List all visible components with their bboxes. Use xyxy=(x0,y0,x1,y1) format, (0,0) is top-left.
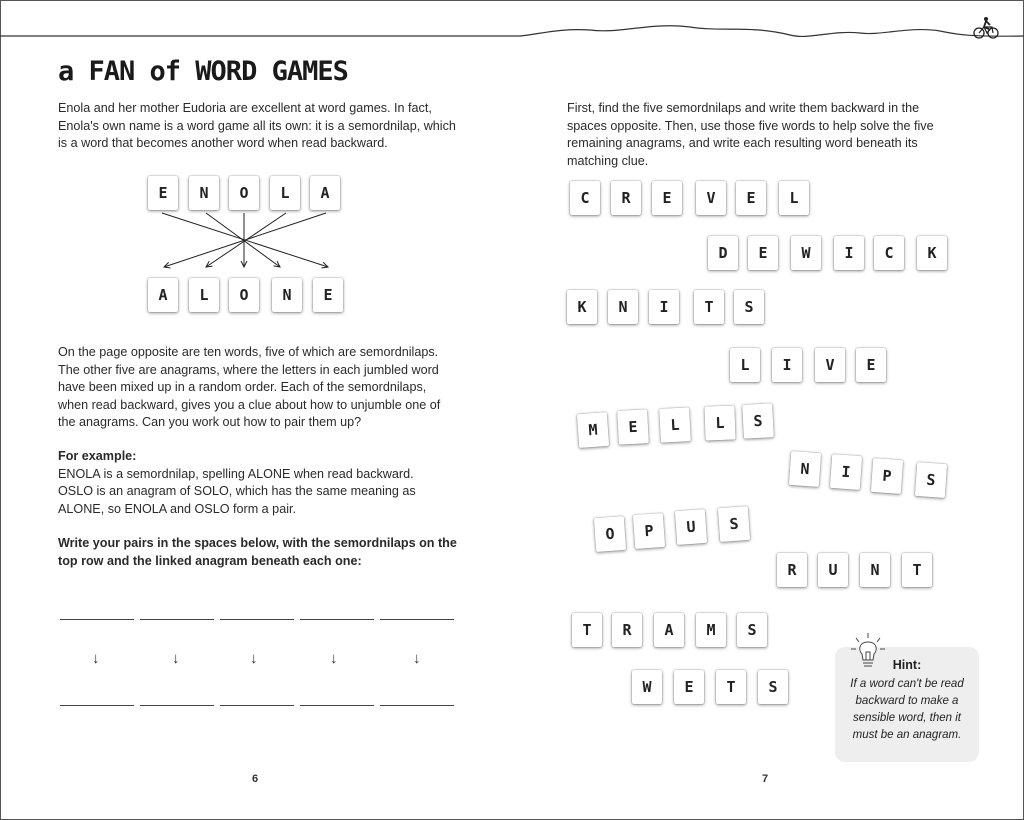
letter-tile: E xyxy=(736,181,766,215)
torn-edge-line xyxy=(0,0,1024,60)
letter-tile: C xyxy=(570,181,600,215)
letter-tile: R xyxy=(611,181,641,215)
letter-tile: O xyxy=(594,516,626,552)
letter-tile: W xyxy=(632,670,662,704)
down-arrow-icon: ↓ xyxy=(92,650,100,667)
letter-tile: V xyxy=(696,181,726,215)
letter-tile: E xyxy=(674,670,704,704)
letter-tile: S xyxy=(742,403,774,439)
intro-paragraph: Enola and her mother Eudoria are excellent at word games. In fact, Enola's own name is a word game all its own: it is a semordnilap, which is a word that becomes another word when read backward. xyxy=(58,101,456,150)
page-number-right: 7 xyxy=(762,773,769,785)
explanation-paragraph: On the page opposite are ten words, five of which are semordnilaps. The other five are anagrams, where the letters in each jumbled word have been mixed up in a random order. Each of the semordnilaps, when read backward, gives you a clue about how to unjumble one of the anagrams. Can you work out how to pair them up? xyxy=(58,345,441,429)
down-arrow-icon: ↓ xyxy=(413,650,421,667)
letter-tile: C xyxy=(874,236,904,270)
letter-tile: D xyxy=(708,236,738,270)
example-line-1: ENOLA is a semordnilap, spelling ALONE when read backward. xyxy=(58,466,414,481)
answer-blank-top[interactable] xyxy=(60,619,134,620)
letter-tile: O xyxy=(229,278,259,312)
letter-tile: N xyxy=(189,176,219,210)
letter-tile: T xyxy=(572,613,602,647)
pairs-instruction: Write your pairs in the spaces below, with the semordnilaps on the top row and the linked anagram beneath each one: xyxy=(58,536,457,568)
lightbulb-icon xyxy=(850,632,886,672)
letter-tile: T xyxy=(694,290,724,324)
letter-tile: L xyxy=(730,348,760,382)
letter-tile: K xyxy=(917,236,947,270)
example-block xyxy=(58,448,458,518)
letter-tile: N xyxy=(789,451,821,487)
example-line-2: OSLO is an anagram of SOLO, which has the same meaning as ALONE, so ENOLA and OSLO form a pair. xyxy=(58,484,416,516)
letter-tile: T xyxy=(716,670,746,704)
letter-tile: N xyxy=(608,290,638,324)
letter-tile: O xyxy=(229,176,259,210)
letter-tile: E xyxy=(652,181,682,215)
hint-text: If a word can't be read backward to make a sensible word, then it must be an anagram. xyxy=(850,678,964,741)
right-instruction: First, find the five semordnilaps and write them backward in the spaces opposite. Then, use those five words to help solve the five remaining anagrams, and write each resulting word beneath its matching clue. xyxy=(567,101,934,168)
letter-tile: E xyxy=(617,409,649,445)
letter-tile: M xyxy=(696,613,726,647)
example-heading: For example: xyxy=(58,449,137,463)
letter-tile: U xyxy=(818,553,848,587)
hint-title: Hint: xyxy=(892,658,922,672)
bicycle-icon xyxy=(972,16,1000,40)
letter-tile: S xyxy=(718,506,750,542)
answer-blank-top[interactable] xyxy=(140,619,214,620)
letter-tile: S xyxy=(758,670,788,704)
answer-blank-top[interactable] xyxy=(220,619,294,620)
answer-blank-bottom[interactable] xyxy=(140,705,214,706)
letter-tile: R xyxy=(777,553,807,587)
letter-tile: L xyxy=(659,407,691,443)
answer-blanks xyxy=(58,618,458,718)
letter-tile: L xyxy=(270,176,300,210)
letter-tile: P xyxy=(871,458,903,494)
letter-tile: L xyxy=(779,181,809,215)
letter-tile: U xyxy=(675,509,707,545)
letter-tile: N xyxy=(860,553,890,587)
letter-tile: A xyxy=(310,176,340,210)
down-arrow-icon: ↓ xyxy=(172,650,180,667)
answer-blank-bottom[interactable] xyxy=(60,705,134,706)
answer-blank-top[interactable] xyxy=(300,619,374,620)
down-arrow-icon: ↓ xyxy=(330,650,338,667)
letter-tile: V xyxy=(815,348,845,382)
letter-tile: I xyxy=(649,290,679,324)
letter-tile: S xyxy=(737,613,767,647)
page-title: a FAN of WORD GAMES xyxy=(58,56,348,87)
down-arrow-icon: ↓ xyxy=(250,650,258,667)
crossing-arrows xyxy=(140,210,360,275)
letter-tile: N xyxy=(272,278,302,312)
answer-blank-top[interactable] xyxy=(380,619,454,620)
letter-tile: L xyxy=(704,405,735,440)
answer-blank-bottom[interactable] xyxy=(220,705,294,706)
letter-tile: M xyxy=(577,412,609,448)
letter-tile: S xyxy=(915,462,947,498)
letter-tile: S xyxy=(734,290,764,324)
page-number-left: 6 xyxy=(252,773,259,785)
letter-tile: E xyxy=(748,236,778,270)
letter-tile: I xyxy=(772,348,802,382)
letter-tile: I xyxy=(830,454,862,490)
letter-tile: A xyxy=(654,613,684,647)
letter-tile: W xyxy=(791,236,821,270)
letter-tile: T xyxy=(902,553,932,587)
letter-tile: E xyxy=(148,176,178,210)
letter-tile: E xyxy=(856,348,886,382)
answer-blank-bottom[interactable] xyxy=(300,705,374,706)
answer-blank-bottom[interactable] xyxy=(380,705,454,706)
letter-tile: K xyxy=(567,290,597,324)
letter-tile: R xyxy=(612,613,642,647)
letter-tile: L xyxy=(189,278,219,312)
letter-tile: P xyxy=(633,513,665,549)
letter-tile: E xyxy=(313,278,343,312)
letter-tile: I xyxy=(834,236,864,270)
letter-tile: A xyxy=(148,278,178,312)
